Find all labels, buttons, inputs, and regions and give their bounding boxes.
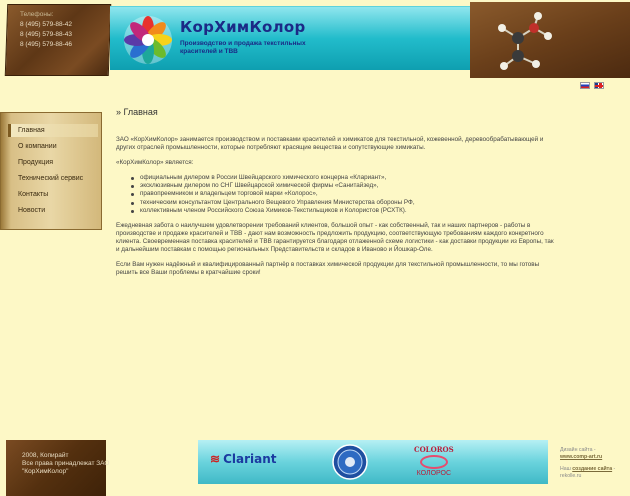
list-item: эксклюзивным дилером по СНГ Швейцарской химической фирмы «Санитайзед», <box>131 182 556 190</box>
copyright-line: 2008, Копирайт <box>22 452 69 459</box>
clariant-name: Clariant <box>223 452 277 466</box>
header <box>0 0 630 78</box>
copyright-line: Все права принадлежат ЗАО <box>22 460 110 467</box>
page-title: » Главная <box>116 107 158 117</box>
list-item: правопреемником и владельцем торговой марки «Колорос», <box>131 190 556 198</box>
copyright <box>22 452 109 476</box>
nav-item-news[interactable]: Новости <box>18 207 46 214</box>
copyright-line: "КорХимКолор" <box>22 468 69 475</box>
dev-design-label: Дизайн сайта - <box>560 447 596 453</box>
coloros-latin: COLOROS <box>414 445 454 454</box>
molecule-icon <box>488 10 560 74</box>
clariant-mark-icon: ≋ <box>210 452 221 466</box>
nav-item-about[interactable]: О компании <box>18 143 57 150</box>
intro-paragraph: ЗАО «КорХимКолор» занимается производством и поставками красителей и химикатов для текстильной, кожевенной, деревообрабатывающей и других отраслей промышленности, которые потребляют красящие вещества и сопутствующие химикаты. <box>116 136 544 152</box>
nav-item-products[interactable]: Продукция <box>18 159 54 166</box>
language-switcher <box>580 82 604 89</box>
phone-3: 8 (495) 579-88-46 <box>20 41 73 48</box>
is-label: «КорХимКолор» является: <box>116 159 194 167</box>
flag-ru-icon[interactable] <box>580 82 590 89</box>
dev-make-label: Наш <box>560 466 571 472</box>
nav-item-contacts[interactable]: Контакты <box>18 191 49 198</box>
list-item: коллективным членом Российского Союза Химиков-Текстильщиков и Колористов (РСХТК). <box>131 207 556 215</box>
phone-2: 8 (495) 579-88-43 <box>20 31 73 38</box>
list-item: техническим консультантом Центрального Вещевого Управления Министерства обороны РФ, <box>131 199 556 207</box>
brand-name[interactable]: КорХимКолор <box>180 18 306 36</box>
closing-paragraph: Если Вам нужен надёжный и квалифицированный партнёр в поставках химической продукции для текстильной промышленности, то мы готовы решить все Ваши проблемы в кратчайшие сроки! <box>116 261 540 277</box>
brand-tagline: Производство и продажа текстильных красителей и ТВВ <box>180 40 306 55</box>
sidebar-nav <box>8 124 98 220</box>
coloros-logo[interactable] <box>414 446 454 478</box>
coloros-ring-icon <box>420 455 448 469</box>
dev-make-link[interactable]: создание сайта <box>572 466 613 472</box>
dev-make-row <box>560 466 628 480</box>
logo-flower-icon[interactable] <box>122 14 174 66</box>
dev-make-tail: - rekolle.ru <box>560 466 616 479</box>
nav-item-tech-service[interactable]: Технический сервис <box>18 175 84 182</box>
phones-block <box>20 10 72 50</box>
status-list <box>131 174 556 214</box>
nav-item-home[interactable]: Главная <box>8 124 98 137</box>
developer-credits <box>560 447 628 480</box>
logistics-paragraph: Ежедневная забота о наилучшем удовлетворении требований клиентов, большой опыт - как собственный, так и наших партнеров - работы в производстве и продаже красителей и ТВВ - дают нам возможность предложить продукцию, соответствующую требованиям каждого конкретного клиента. Своевременная поставка красителей и ТВВ гарантируется благодаря отлаженной схеме логистики - как доставки продукции из Европы, так и дальнейшим поставкам с помощью региональных Представительств и складов в Иваново и Йошкар-Оле. <box>116 221 554 254</box>
dev-design-link[interactable]: www.comp-art.ru <box>560 454 603 460</box>
clariant-logo[interactable] <box>210 452 277 466</box>
flag-en-icon[interactable] <box>594 82 604 89</box>
coloros-cyrillic: КОЛОРОС <box>416 470 452 477</box>
sanitized-logo-icon[interactable] <box>332 444 368 480</box>
main-content <box>116 136 556 284</box>
phone-1: 8 (495) 579-88-42 <box>20 21 73 28</box>
phones-label: Телефоны: <box>20 11 54 18</box>
list-item: официальным дилером в России Швейцарского химического концерна «Клариант», <box>131 174 556 182</box>
